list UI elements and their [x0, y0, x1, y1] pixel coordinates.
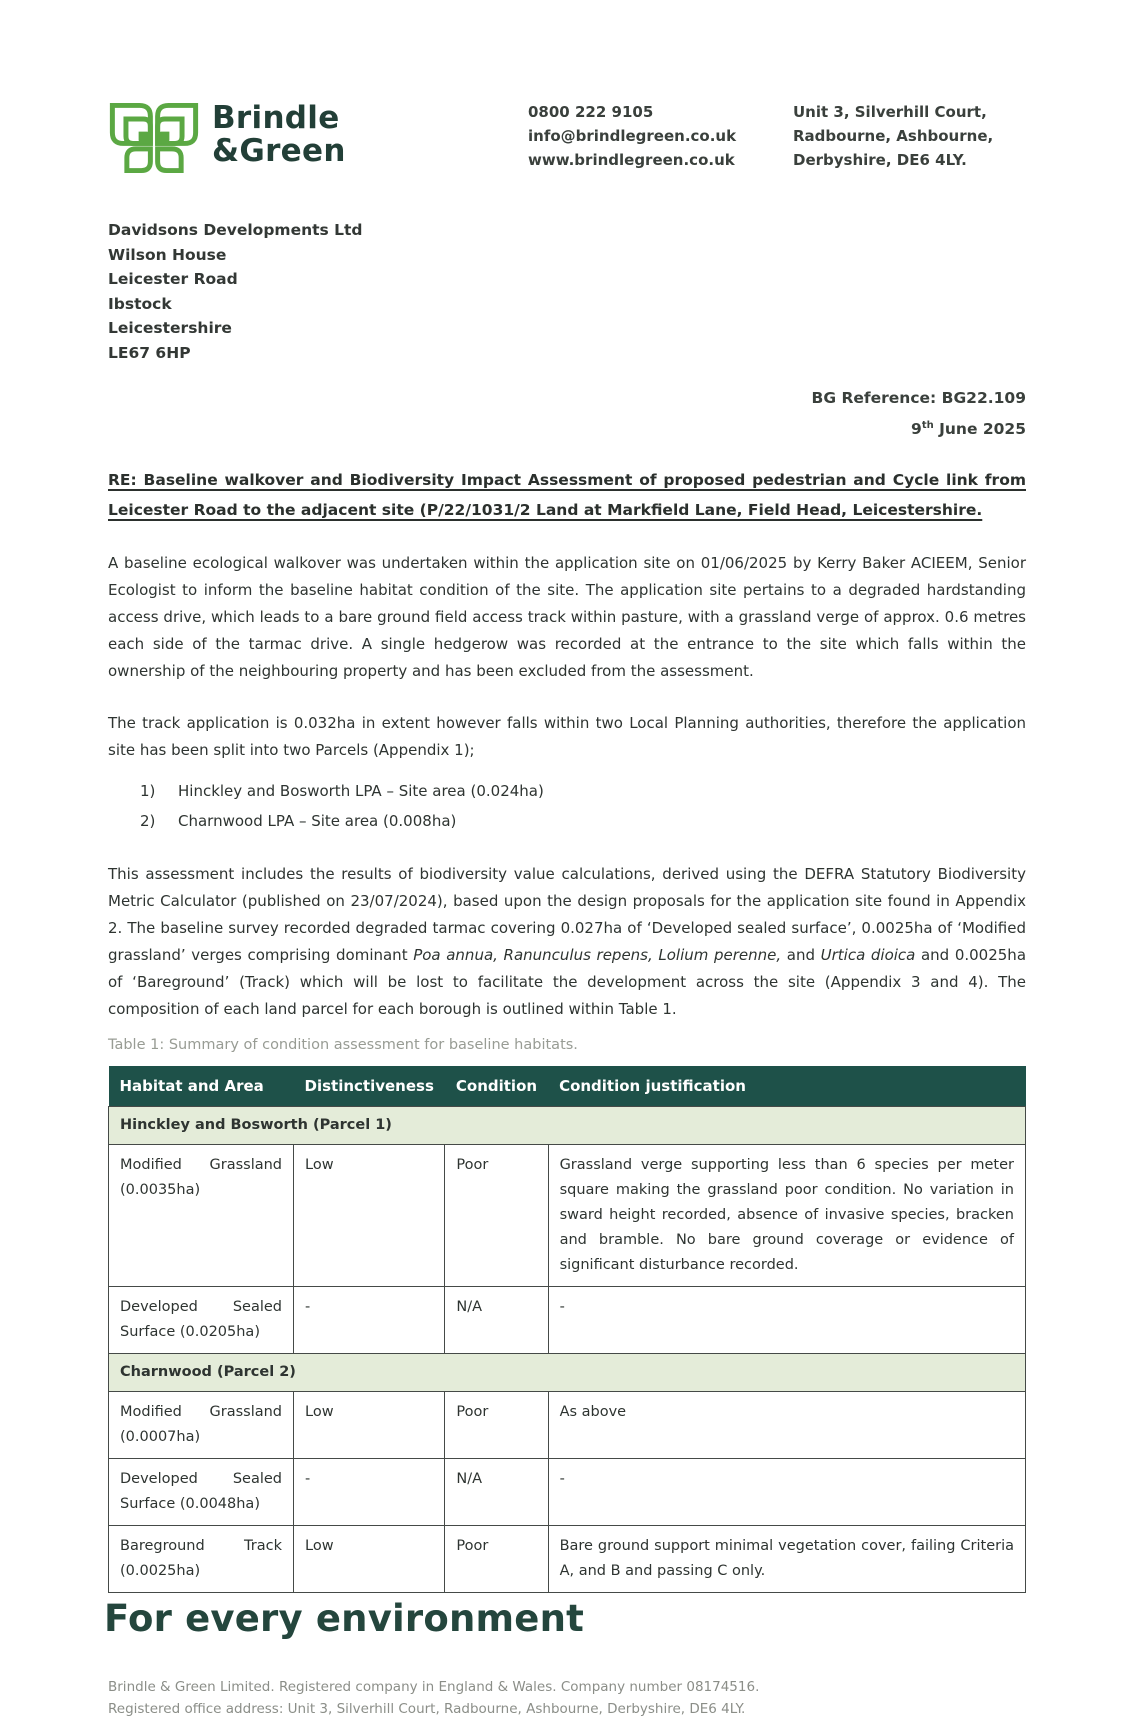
- column-header-justification: Condition justification: [548, 1066, 1025, 1107]
- table-section-row: [109, 1107, 1026, 1145]
- list-item: [140, 776, 1026, 806]
- justification-cell: Grassland verge supporting less than 6 species per meter square making the grassland poor condition. No variation in sward height recorded, absence of invasive species, bracken and bramble. No bare ground coverage or evidence of significant disturbance recorded.: [548, 1145, 1025, 1287]
- section-title: Charnwood (Parcel 2): [109, 1354, 1026, 1392]
- distinctiveness-cell: Low: [294, 1526, 445, 1593]
- paragraph-3-text: This assessment includes the results of biodiversity value calculations, derived using the DEFRA Statutory Biodiversity Metric Calculator (published on 23/07/2024), based upon the design proposals for the application site found in Appendix 2. The baseline survey recorded degraded tarmac covering 0.027ha of ‘Developed sealed surface’, 0.0025ha of ‘Modified grassland’ verges comprising dominant: [108, 865, 1026, 965]
- registration-smallprint: [108, 1676, 1026, 1720]
- date-rest: June 2025: [933, 420, 1026, 439]
- distinctiveness-cell: -: [294, 1459, 445, 1526]
- column-header-distinctiveness: Distinctiveness: [294, 1066, 445, 1107]
- habitat-cell: Modified Grassland (0.0035ha): [109, 1145, 294, 1287]
- habitat-cell: Developed Sealed Surface (0.0205ha): [109, 1287, 294, 1354]
- column-header-condition: Condition: [445, 1066, 548, 1107]
- habitat-cell: Bareground Track (0.0025ha): [109, 1526, 294, 1593]
- leaf-butterfly-icon: [108, 100, 200, 176]
- paragraph-3: [108, 861, 1026, 1023]
- address-line: Unit 3, Silverhill Court,: [793, 103, 987, 121]
- website-url: www.brindlegreen.co.uk: [528, 151, 735, 169]
- letter-date: [108, 412, 1026, 443]
- list-number: 1): [140, 782, 156, 801]
- recipient-line: Ibstock: [108, 294, 172, 313]
- justification-cell: -: [548, 1287, 1025, 1354]
- list-text: Charnwood LPA – Site area (0.008ha): [178, 812, 457, 831]
- condition-cell: N/A: [445, 1459, 548, 1526]
- table-row: [109, 1459, 1026, 1526]
- list-text: Hinckley and Bosworth LPA – Site area (0.024ha): [178, 782, 544, 801]
- brand-line1: Brindle: [212, 100, 340, 136]
- phone-number: 0800 222 9105: [528, 103, 654, 121]
- condition-cell: Poor: [445, 1526, 548, 1593]
- column-header-habitat: Habitat and Area: [109, 1066, 294, 1107]
- list-item: [140, 806, 1026, 836]
- habitat-cell: Developed Sealed Surface (0.0048ha): [109, 1459, 294, 1526]
- address-line: Radbourne, Ashbourne,: [793, 127, 994, 145]
- recipient-line: Wilson House: [108, 245, 227, 264]
- list-number: 2): [140, 812, 156, 831]
- recipient-line: Davidsons Developments Ltd: [108, 221, 363, 239]
- letterhead: [108, 100, 1026, 176]
- table-header-row: [109, 1066, 1026, 1107]
- contact-details: [528, 100, 793, 172]
- table-section-row: [109, 1354, 1026, 1392]
- condition-cell: Poor: [445, 1392, 548, 1459]
- smallprint-line: Registered office address: Unit 3, Silverhill Court, Radbourne, Ashbourne, Derbyshire, DE6 4LY.: [108, 1701, 746, 1718]
- section-title: Hinckley and Bosworth (Parcel 1): [109, 1107, 1026, 1145]
- table-row: [109, 1287, 1026, 1354]
- habitat-cell: Modified Grassland (0.0007ha): [109, 1392, 294, 1459]
- table-row: [109, 1526, 1026, 1593]
- address-line: Derbyshire, DE6 4LY.: [793, 151, 967, 169]
- paragraph-2: The track application is 0.032ha in extent however falls within two Local Planning authorities, therefore the application site has been split into two Parcels (Appendix 1);: [108, 714, 1026, 760]
- subject-line: RE: Baseline walkover and Biodiversity Impact Assessment of proposed pedestrian and Cycle link from Leicester Road to the adjacent site (P/22/1031/2 Land at Markfield Lane, Field Head, Leicestershire.: [108, 471, 1026, 520]
- date-ordinal: th: [921, 420, 934, 431]
- office-address: [793, 100, 1026, 172]
- brand-wordmark: [212, 102, 346, 168]
- date-day: 9: [911, 420, 922, 439]
- reference-block: [108, 385, 1026, 443]
- recipient-line: Leicester Road: [108, 270, 238, 288]
- condition-assessment-table: [108, 1066, 1026, 1593]
- recipient-line: Leicestershire: [108, 319, 232, 337]
- parcel-list: [140, 776, 1026, 836]
- justification-cell: As above: [548, 1392, 1025, 1459]
- paragraph-3-text: and 0.0025ha of ‘Bareground’ (Track) which will be lost to facilitate the development across the site (Appendix 3 and 4). The composition of each land parcel for each borough is outlined within Table 1.: [108, 946, 1027, 1019]
- distinctiveness-cell: Low: [294, 1145, 445, 1287]
- recipient-address: [108, 218, 1026, 365]
- species-latin-name: Urtica dioica: [820, 946, 916, 965]
- table-caption: Table 1: Summary of condition assessment for baseline habitats.: [108, 1037, 578, 1054]
- table-row: [109, 1392, 1026, 1459]
- brand-line2: &Green: [212, 133, 346, 169]
- species-latin-names: Poa annua, Ranunculus repens, Lolium perenne,: [413, 946, 782, 965]
- justification-cell: Bare ground support minimal vegetation cover, failing Criteria A, and B and passing C only.: [548, 1526, 1025, 1593]
- bg-reference: BG Reference: BG22.109: [811, 389, 1026, 407]
- distinctiveness-cell: Low: [294, 1392, 445, 1459]
- condition-cell: N/A: [445, 1287, 548, 1354]
- brand-logo: [108, 100, 528, 176]
- distinctiveness-cell: -: [294, 1287, 445, 1354]
- email-address: info@brindlegreen.co.uk: [528, 127, 737, 145]
- condition-cell: Poor: [445, 1145, 548, 1287]
- company-tagline: For every environment: [104, 1597, 584, 1641]
- justification-cell: -: [548, 1459, 1025, 1526]
- paragraph-3-text: and: [781, 946, 821, 965]
- paragraph-1: A baseline ecological walkover was undertaken within the application site on 01/06/2025 by Kerry Baker ACIEEM, Senior Ecologist to inform the baseline habitat condition of the site. The application site pertains to a degraded hardstanding access drive, which leads to a bare ground field access track within pasture, with a grassland verge of approx. 0.6 metres each side of the tarmac drive. A single hedgerow was recorded at the entrance to the site which falls within the ownership of the neighbouring property and has been excluded from the assessment.: [108, 554, 1026, 681]
- smallprint-line: Brindle & Green Limited. Registered company in England & Wales. Company number 08174516.: [108, 1679, 760, 1696]
- recipient-line: LE67 6HP: [108, 343, 191, 362]
- table-row: [109, 1145, 1026, 1287]
